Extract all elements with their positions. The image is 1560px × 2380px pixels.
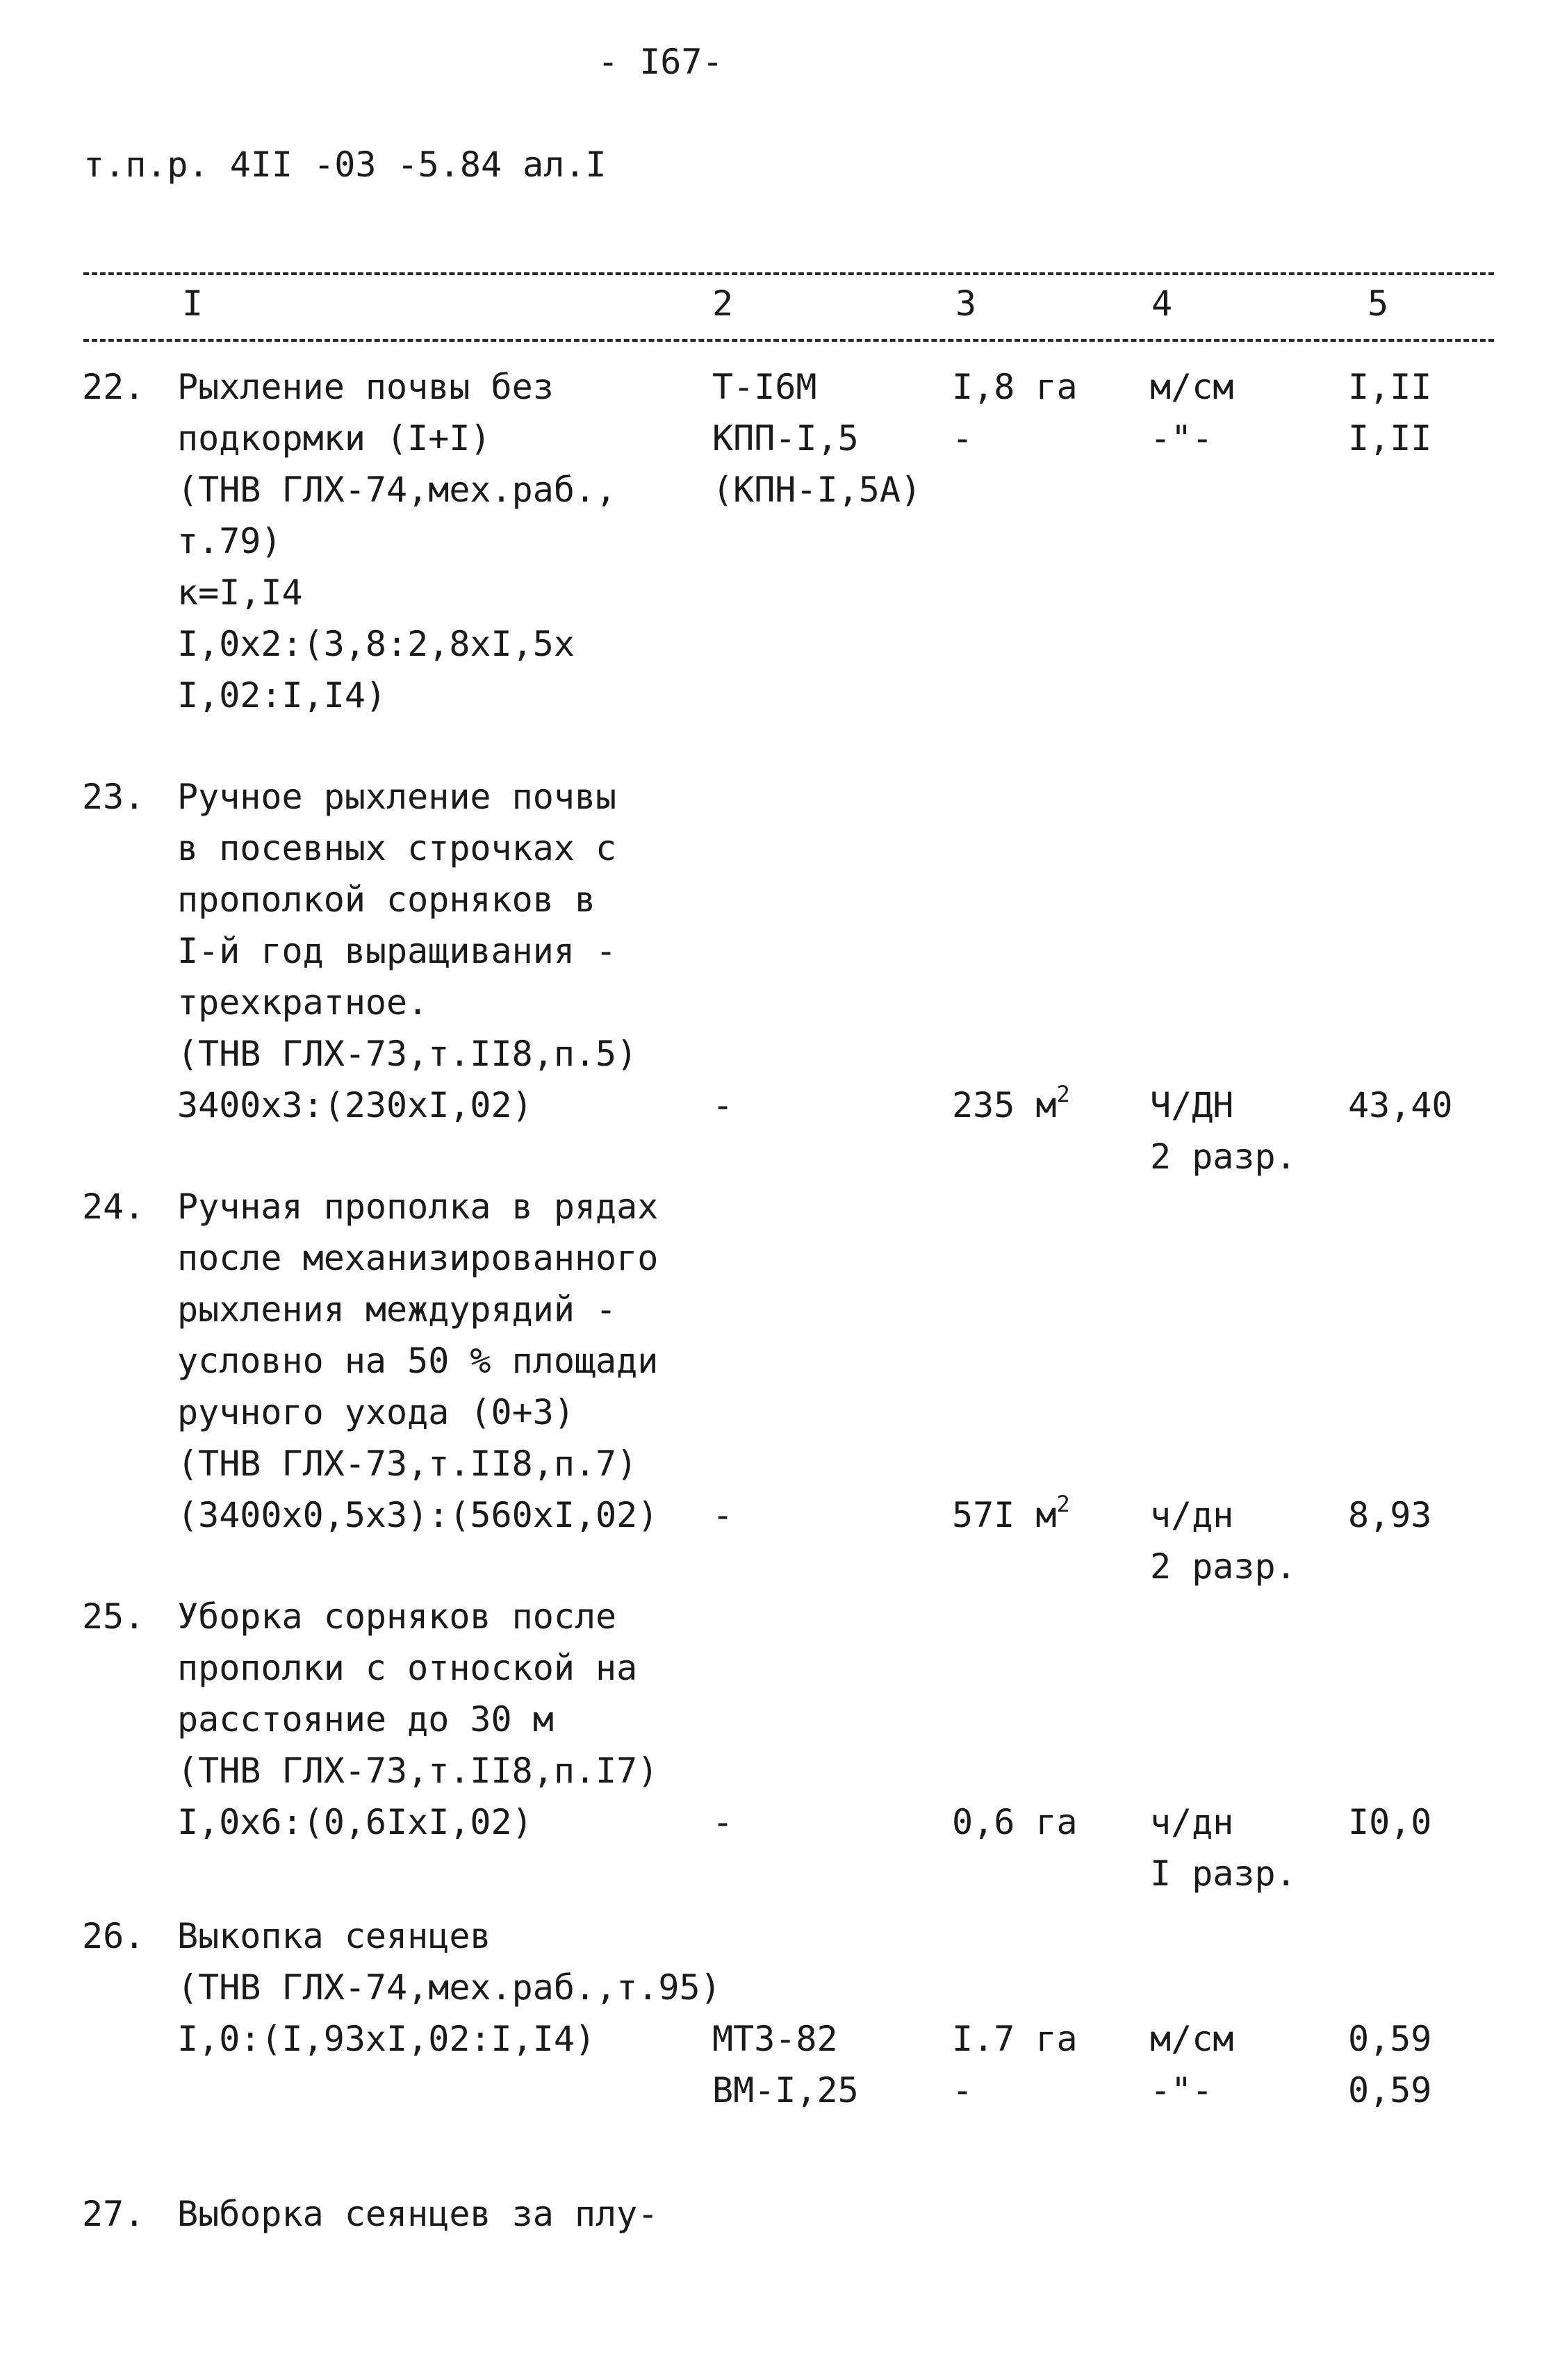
row-number: 27. — [82, 2194, 145, 2234]
description-line: I,0x6:(0,6IxI,02) — [177, 1802, 533, 1842]
row-number: 24. — [82, 1187, 145, 1227]
description-line: трехкратное. — [177, 982, 429, 1023]
description-line: (ТНВ ГЛХ-73,т.II8,п.5) — [177, 1034, 638, 1074]
description-line: т.79) — [177, 521, 282, 561]
description-line: Ручная прополка в рядах — [177, 1187, 659, 1227]
cell-column-2: КПП-I,5 — [712, 418, 859, 458]
description-line: прополки с отноской на — [177, 1648, 638, 1688]
row-number: 23. — [82, 777, 145, 817]
column-header-2: 2 — [712, 283, 734, 324]
description-line: рыхления междурядий - — [177, 1289, 617, 1330]
cell-column-5: I,II — [1348, 367, 1432, 407]
description-line: к=I,I4 — [177, 572, 303, 613]
unit-superscript: 2 — [1056, 1491, 1070, 1517]
row-description — [177, 1591, 658, 1848]
description-line: расстояние до 30 м — [177, 1699, 554, 1739]
cell-column-5: 0,59 — [1348, 2070, 1432, 2110]
cell-column-5: 8,93 — [1348, 1495, 1432, 1535]
cell-column-4: -"- — [1150, 2070, 1213, 2110]
cell-column-3: - — [952, 2070, 974, 2110]
cell-column-4: 2 разр. — [1150, 1546, 1297, 1587]
table-header-rule — [83, 339, 1494, 342]
column-header-3: 3 — [955, 283, 977, 324]
description-line: Выборка сеянцев за плу- — [177, 2194, 659, 2234]
row-number: 26. — [82, 1916, 145, 1956]
cell-column-5: I0,0 — [1348, 1802, 1432, 1842]
row-description — [177, 1181, 658, 1541]
description-line: Ручное рыхление почвы — [177, 777, 617, 817]
description-line: (ТНВ ГЛХ-73,т.II8,п.I7) — [177, 1751, 659, 1791]
description-line: 3400x3:(230xI,02) — [177, 1085, 533, 1125]
description-line: Рыхление почвы без — [177, 367, 554, 407]
table-top-rule — [83, 272, 1494, 275]
cell-column-2: МТЗ-82 — [712, 2019, 838, 2059]
description-line: после механизированного — [177, 1238, 659, 1278]
row-description — [177, 1910, 721, 2065]
description-line: ручного ухода (0+3) — [177, 1392, 575, 1432]
cell-column-4: Ч/ДН — [1150, 1085, 1234, 1125]
cell-column-4: м/см — [1150, 2019, 1234, 2059]
cell-column-2: - — [712, 1495, 734, 1535]
cell-column-4: -"- — [1150, 418, 1213, 458]
cell-column-4: ч/дн — [1150, 1802, 1234, 1842]
cell-column-2: Т-I6М — [712, 367, 817, 407]
description-line: I,0x2:(3,8:2,8xI,5x — [177, 624, 575, 664]
cell-column-5: 0,59 — [1348, 2019, 1432, 2059]
row-number: 22. — [82, 367, 145, 407]
description-line: (ТНВ ГЛХ-74,мех.раб.,т.95) — [177, 1967, 721, 2008]
cell-column-3: - — [952, 418, 974, 458]
cell-column-4: м/см — [1150, 367, 1234, 407]
description-line: прополкой сорняков в — [177, 879, 596, 920]
description-line: I-й год выращивания - — [177, 931, 617, 971]
table-header — [0, 278, 1560, 333]
description-line: I,02:I,I4) — [177, 675, 387, 716]
cell-column-3: 57I $м^2$ — [952, 1491, 1070, 1535]
column-header-5: 5 — [1368, 283, 1389, 324]
cell-column-5: 43,40 — [1348, 1085, 1453, 1125]
description-line: подкормки (I+I) — [177, 418, 491, 458]
row-description — [177, 771, 637, 1131]
description-line: (ТНВ ГЛХ-73,т.II8,п.7) — [177, 1444, 638, 1484]
cell-column-4: 2 разр. — [1150, 1137, 1297, 1177]
description-line: в посевных строчках с — [177, 828, 617, 868]
row-description — [177, 2188, 658, 2240]
cell-column-2: - — [712, 1085, 734, 1125]
description-line: (ТНВ ГЛХ-74,мех.раб., — [177, 470, 617, 510]
column-header-4: 4 — [1151, 283, 1173, 324]
cell-column-4: ч/дн — [1150, 1495, 1234, 1535]
cell-column-4: I разр. — [1150, 1853, 1297, 1894]
page-number: - I67- — [598, 42, 723, 82]
row-number: 25. — [82, 1596, 145, 1637]
description-line: Уборка сорняков после — [177, 1596, 617, 1637]
document-reference: т.п.р. 4II -03 -5.84 ал.I — [83, 144, 607, 185]
cell-column-3: I.7 га — [952, 2019, 1078, 2059]
description-line: I,0:(I,93xI,02:I,I4) — [177, 2019, 596, 2059]
cell-column-2: ВМ-I,25 — [712, 2070, 859, 2110]
unit-superscript: 2 — [1056, 1081, 1070, 1107]
cell-column-5: I,II — [1348, 418, 1432, 458]
cell-column-2: - — [712, 1802, 734, 1842]
description-line: условно на 50 % площади — [177, 1341, 659, 1381]
cell-column-3: 0,6 га — [952, 1802, 1078, 1842]
cell-column-3: 235 $м^2$ — [952, 1081, 1070, 1125]
row-description — [177, 361, 616, 721]
description-line: Выкопка сеянцев — [177, 1916, 491, 1956]
cell-column-3: I,8 га — [952, 367, 1078, 407]
column-header-1: I — [182, 283, 204, 324]
description-line: (3400x0,5x3):(560xI,02) — [177, 1495, 659, 1535]
cell-column-2: (КПН-I,5А) — [712, 470, 922, 510]
